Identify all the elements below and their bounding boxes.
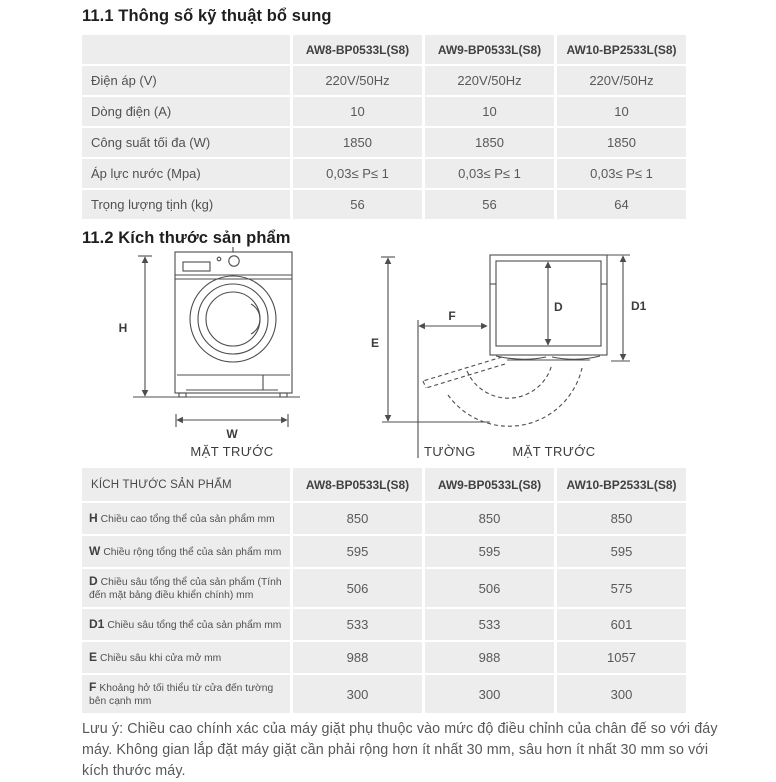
dim-value: 1057 [557,642,686,673]
spec-value: 220V/50Hz [557,66,686,95]
dim-value: 988 [425,642,554,673]
dim-desc: Chiều sâu tổng thể của sản phẩm mm [107,619,282,631]
top-view-drawing [381,255,630,458]
dim-value: 506 [425,569,554,607]
dim-row-label [82,569,290,607]
dim-row-label [82,536,290,567]
dim-value: 595 [425,536,554,567]
spec-value: 1850 [557,128,686,157]
spec-header-row [82,35,686,64]
dim-label-e: E [370,336,379,350]
spec-value: 10 [293,97,422,126]
table-row [82,128,686,157]
dimension-table-title: KÍCH THƯỚC SẢN PHẨM [82,468,290,501]
dim-value: 988 [293,642,422,673]
dim-value: 850 [293,503,422,534]
spec-row-label: Trọng lượng tịnh (kg) [82,190,290,219]
dim-value: 601 [557,609,686,640]
spec-row-label: Điện áp (V) [82,66,290,95]
dim-label-f: F [448,309,456,323]
table-row [82,66,686,95]
dim-label-d: D [554,300,563,314]
table-row [82,569,686,607]
spec-row-label: Áp lực nước (Mpa) [82,159,290,188]
footnote: Lưu ý: Chiều cao chính xác của máy giặt phụ thuộc vào mức độ điều chỉnh của chân đế so với đáy máy. Không gian lắp đặt máy giặt cần phải rộng hơn ít nhất 30 mm, sâu hơn ít nhất 30 mm so với kích thước máy. [82,721,718,780]
spec-value: 1850 [293,128,422,157]
spec-value: 64 [557,190,686,219]
dim-desc: Khoảng hở tối thiểu từ cửa đến tường bên cạnh mm [89,682,274,707]
dim-desc: Chiều sâu tổng thể của sản phẩm (Tính đến mặt bảng điều khiển chính) mm [89,576,282,601]
door-outer-ring [190,276,276,362]
section-title-dimensions: 11.2 Kích thước sản phẩm [82,229,291,247]
washer-foot [179,393,186,397]
control-knob [229,256,239,266]
table-row [82,190,686,219]
spec-value: 0,03≤ P≤ 1 [557,159,686,188]
dim-key: W [89,543,101,558]
model-header: AW8-BP0533L(S8) [293,468,422,501]
dim-value: 595 [293,536,422,567]
table-row [82,97,686,126]
dim-key: H [89,510,98,525]
dim-value: 533 [293,609,422,640]
spec-value: 10 [425,97,554,126]
dim-value: 850 [557,503,686,534]
table-row [82,536,686,567]
spec-value: 0,03≤ P≤ 1 [425,159,554,188]
dim-row-label [82,503,290,534]
dim-desc: Chiều sâu khi cửa mở mm [100,652,222,664]
front-view-caption: MẶT TRƯỚC [190,444,274,459]
model-header: AW10-BP2533L(S8) [557,35,686,64]
spec-value: 0,03≤ P≤ 1 [293,159,422,188]
spec-value: 56 [425,190,554,219]
dim-value: 533 [425,609,554,640]
spec-value: 1850 [425,128,554,157]
dim-value: 506 [293,569,422,607]
dim-label-d1: D1 [631,299,647,313]
model-header: AW9-BP0533L(S8) [425,468,554,501]
model-header: AW9-BP0533L(S8) [425,35,554,64]
model-header: AW8-BP0533L(S8) [293,35,422,64]
door-handle [251,304,260,334]
dim-label-h: H [118,321,128,335]
dim-key: F [89,679,97,694]
dim-value: 595 [557,536,686,567]
dim-value: 850 [425,503,554,534]
dim-key: D1 [89,616,105,631]
table-row [82,642,686,673]
washer-front-body [175,252,292,393]
dim-key: E [89,649,98,664]
washer-foot [280,393,287,397]
front-view-drawing [133,247,300,427]
spec-value: 220V/50Hz [425,66,554,95]
spec-table [79,33,689,221]
dimension-table [79,466,689,715]
table-row [82,159,686,188]
dimension-header-row [82,468,686,501]
table-row [82,609,686,640]
table-row [82,503,686,534]
spec-row-label: Công suất tối đa (W) [82,128,290,157]
dimension-diagram [82,246,716,466]
door-swing-dashed [423,357,582,426]
dim-desc: Chiều cao tổng thể của sản phẩm mm [100,513,275,525]
dim-row-label [82,642,290,673]
dim-row-label [82,609,290,640]
spec-header-empty [82,35,290,64]
dim-key: D [89,573,98,588]
table-row [82,675,686,713]
detergent-drawer [183,262,210,271]
dim-value: 300 [425,675,554,713]
power-button [217,257,221,261]
spec-value: 220V/50Hz [293,66,422,95]
spec-value: 10 [557,97,686,126]
dim-value: 575 [557,569,686,607]
wall-label: TƯỜNG [424,444,476,459]
model-header: AW10-BP2533L(S8) [557,468,686,501]
dim-value: 300 [557,675,686,713]
dim-desc: Chiều rộng tổng thể của sản phẩm mm [103,546,282,558]
top-view-caption: MẶT TRƯỚC [512,444,596,459]
dim-label-w: W [226,427,238,441]
section-title-specs: 11.1 Thông số kỹ thuật bổ sung [82,7,332,25]
dim-value: 300 [293,675,422,713]
spec-row-label: Dòng điện (A) [82,97,290,126]
dim-row-label [82,675,290,713]
spec-value: 56 [293,190,422,219]
